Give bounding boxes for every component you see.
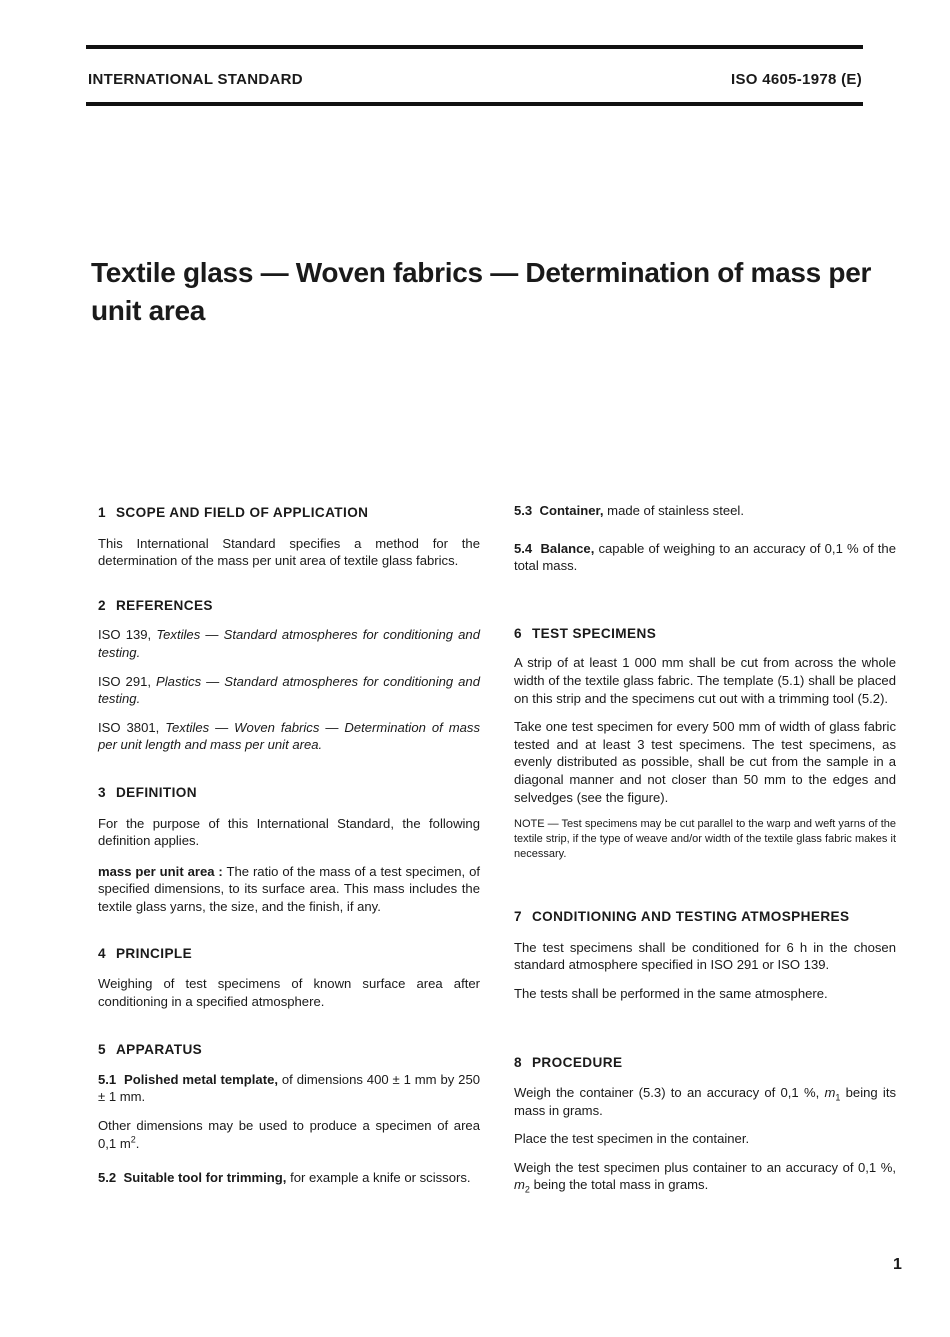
section-heading-conditioning: 7 CONDITIONING AND TESTING ATMOSPHERES (514, 909, 850, 925)
specimens-text: Take one test specimen for every 500 mm of width of glass fabric tested and at least 3 test specimens. The test specimens, as evenly distributed as possible, shall be cut from the sample in a diagonal manner and not closer than 50 mm to the edges and selvedges (see the figure). (514, 719, 896, 805)
section-heading-principle: 4 PRINCIPLE (98, 945, 193, 961)
page-number: 1 (893, 1256, 902, 1273)
standard-number: ISO 4605-1978 (E) (730, 71, 862, 88)
procedure-text: Weigh the test specimen plus container to an accuracy of 0,1 %, $m_2$ being the total mass in grams. (514, 1159, 896, 1196)
procedure-text: Weigh the container (5.3) to an accuracy of 0,1 %, $m_1$ being its mass in grams. (514, 1085, 897, 1118)
left-column (98, 504, 480, 1187)
document-type: INTERNATIONAL STANDARD (88, 71, 303, 88)
reference-item: ISO 139, Textiles — Standard atmospheres for conditioning and testing. (98, 627, 480, 660)
apparatus-item-template: 5.1 Polished metal template, of dimensions 400 ± 1 mm by 250 ± 1 mm. (98, 1071, 481, 1105)
section-heading-test-specimens: 6 TEST SPECIMENS (514, 625, 657, 641)
header-top-rule (86, 45, 863, 49)
apparatus-item-container: 5.3 Container, made of stainless steel. (514, 503, 744, 518)
apparatus-item-tool: 5.2 Suitable tool for trimming, for example a knife or scissors. (98, 1170, 471, 1186)
definition-term: mass per unit area : The ratio of the mass of a test specimen, of specified dimensions, to its surface area. This mass includes the textile glass yarns, the size, and the finish, if any. (98, 863, 480, 914)
reference-item: ISO 3801, Textiles — Woven fabrics — Determination of mass per unit length and mass per unit area. (98, 719, 481, 753)
section-heading-definition: 3 DEFINITION (98, 784, 197, 800)
specimens-note: NOTE — Test specimens may be cut parallel to the warp and weft yarns of the textile strip, if the type of weave and/or width of the textile glass fabric makes it necessary. (514, 818, 896, 861)
conditioning-text: The test specimens shall be conditioned for 6 h in the chosen standard atmosphere specified in ISO 291 or ISO 139. (514, 939, 896, 973)
apparatus-item-balance: 5.4 Balance, capable of weighing to an accuracy of 0,1 % of the total mass. (514, 540, 896, 574)
section-heading-references: 2 REFERENCES (98, 597, 213, 613)
scope-text: This International Standard specifies a method for the determination of the mass per unit area of textile glass fabrics. (98, 535, 480, 569)
right-column (514, 502, 896, 1194)
definition-intro: For the purpose of this International Standard, the following definition applies. (98, 815, 480, 849)
section-heading-procedure: 8 PROCEDURE (514, 1054, 623, 1070)
reference-item: ISO 291, Plastics — Standard atmospheres for conditioning and testing. (98, 673, 480, 707)
principle-text: Weighing of test specimens of known surface area after conditioning in a specified atmosphere. (98, 976, 480, 1009)
conditioning-text: The tests shall be performed in the same atmosphere. (514, 985, 828, 1001)
section-heading-apparatus: 5 APPARATUS (98, 1042, 203, 1058)
apparatus-template-note: Other dimensions may be used to produce a specimen of area 0,1 $m^2$. (98, 1118, 480, 1151)
specimens-text: A strip of at least 1 000 mm shall be cut from across the whole width of the textile glass fabric. The template (5.1) shall be placed on this strip and the specimens cut out with a trimming tool (5.2). (514, 655, 896, 706)
procedure-text: Place the test specimen in the container. (514, 1131, 750, 1147)
document-title: Textile glass — Woven fabrics — Determination of mass per unit area (91, 257, 872, 326)
header-bottom-rule (86, 102, 863, 106)
section-heading-scope: 1 SCOPE AND FIELD OF APPLICATION (98, 505, 369, 520)
